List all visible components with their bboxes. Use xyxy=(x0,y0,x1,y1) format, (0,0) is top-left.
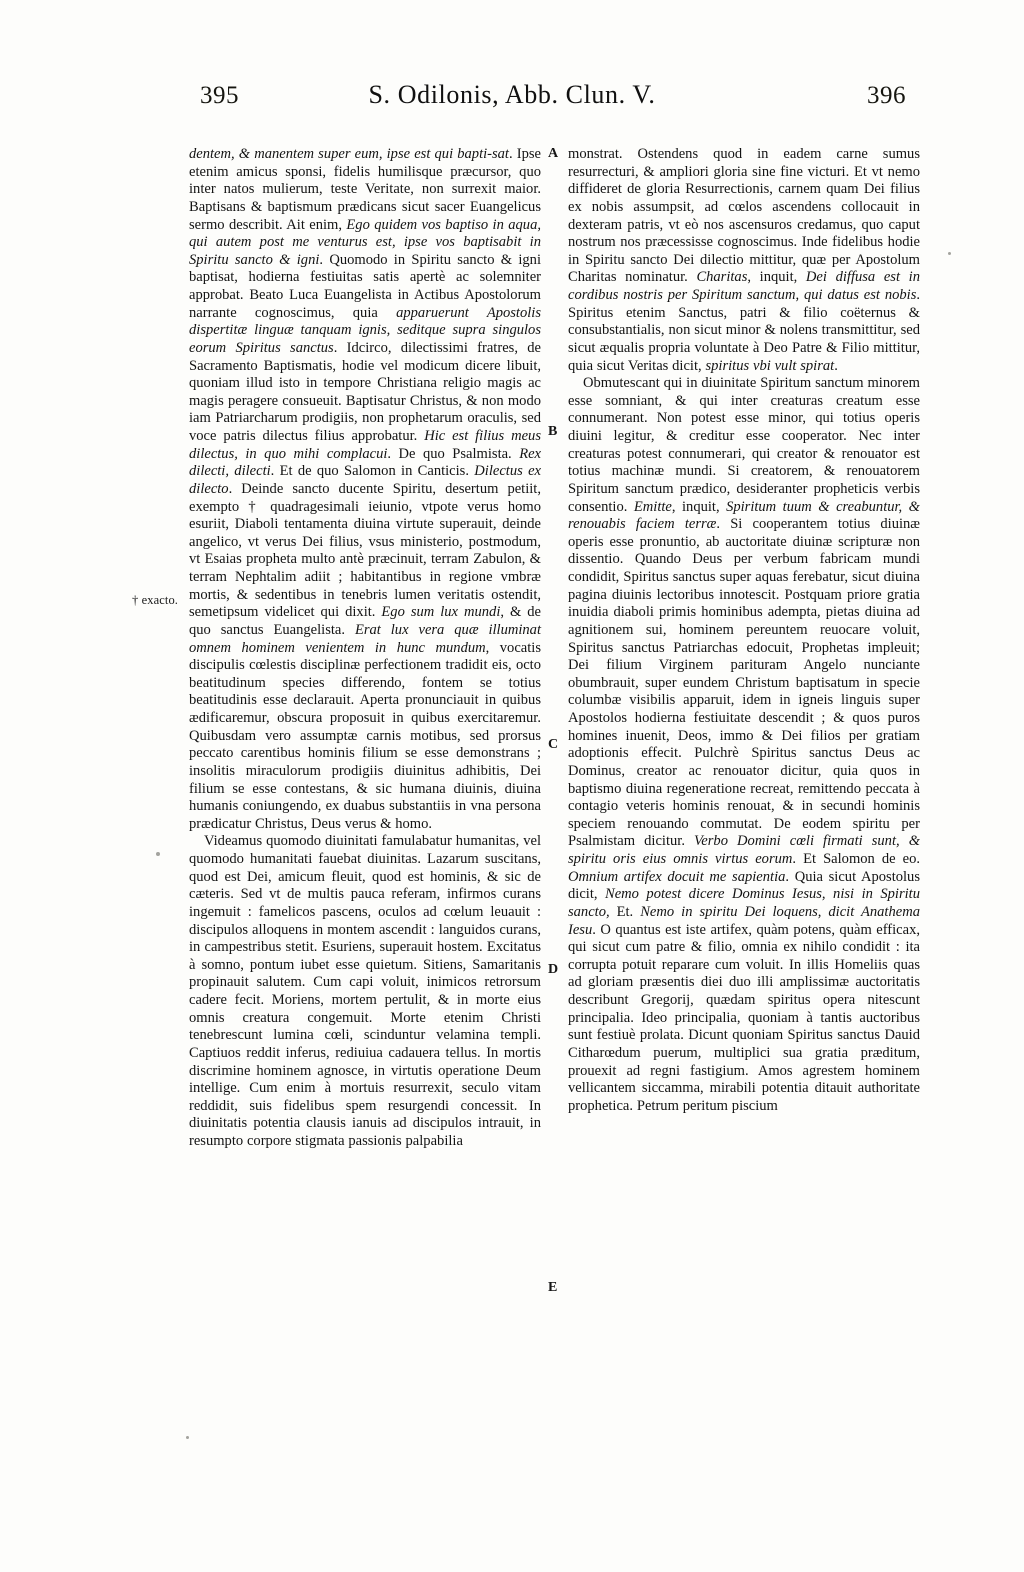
body-text: . Deinde sancto ducente Spiritu, desertum petiit, exempto † quadragesimali ieiunio, vtpote verus homo esuriit, Diaboli tentamenta diuina virtute superauit, deinde angelico, vt verus Dei filius, vsus ministerio, postmodum, vt Esaias propheta multo antè præcinuit, terram Zabulon, & terram Nephtalim adiit ; habitantibus in regione vmbræ mortis, & sedentibus in tenebris lumen veritatis ostendit, semetipsum videlicet qui dixit. xyxy=(189,480,541,621)
page-title: S. Odilonis, Abb. Clun. V. xyxy=(368,80,656,109)
body-text: . Idcirco, dilectissimi fratres, de Sacramento Baptismatis, hodie vel modicum dicere libuit, quoniam illud isto in tempore Christiana religio magis ac magis peragere consueuit. Baptisatur Christus, & non modo iam Patriarcharum prodigiis, non prophetarum oraculis, sed voce patris dilectus filius approbatur. xyxy=(189,339,541,444)
running-head xyxy=(0,82,1024,118)
quotation-text: Nemo potest dicere Dominus Iesus, nisi in Spiritu sancto, xyxy=(568,886,920,920)
body-text: . Quia sicut Apostolus dicit, xyxy=(568,868,920,903)
body-text: , & de quo sanctus Euangelista. xyxy=(189,604,541,638)
paragraph xyxy=(568,146,920,375)
paragraph xyxy=(189,146,541,833)
section-letter-b: B xyxy=(548,424,558,439)
section-letter-c: C xyxy=(548,737,559,752)
folio-number-right: 396 xyxy=(867,82,906,109)
quotation-text: Dei diffusa est in cordibus nostris per Spiritum sanctum, qui datus est nobis xyxy=(568,269,920,303)
body-text: . Ipse etenim amicus sponsi, fidelis humilisque præcursor, quo inter natos mulierum, teste Veritate, non surrexit maior. Baptisans & baptismum prædicans sicut sacer Euangelicus sermo describit. Ait enim, xyxy=(189,146,541,233)
text-column-right xyxy=(568,146,920,1115)
quotation-text: Ego quidem vos baptiso in aqua, qui autem post me venturus est, ipse vos baptisabit in Spiritu sancto & igni xyxy=(189,216,541,268)
quotation-text: apparuerunt Apostolis dispertitæ linguæ tanquam ignis, seditque supra singulos eorum Spiritus sanctus xyxy=(189,304,541,356)
section-letter-d: D xyxy=(548,962,559,977)
body-text: Et. xyxy=(609,903,641,920)
body-text: Videamus quomodo diuinitati famulabatur humanitas, vel quomodo humanitati fauebat diuinitas. Lazarum suscitans, quod est Dei, amicum fleuit, quod est hominis, & sic de cæteris. Sed vt de multis pauca referam, infirmos curans ingemuit : famelicos pascens, oculos ad cœlum leuauit : discipulos alloquens in montem ascendit : languidos curans, in campestribus stetit. Esuriens, superauit hostem. Excitatus à somno, pontum iubet esse quietum. Sitiens, Samaritanis propinauit salutem. Cum capi voluit, inimicos retrorsum cadere fecit. Moriens, mortem pertulit, & in morte eius omnis creatura congemuit. Morte etenim Christi tenebrescunt lumina cœli, scinduntur velamina templi. Captiuos reddit inferus, rediuiua cadauera tellus. In mortis discrimine hominem agnosce, in virtutis operatione Deum intellige. Cum enim à mortuis resurrexit, seculo vitam reddidit, suis fidelibus spem resurgendi concessit. In diuinitatis potentia clausis ianuis ad discipulos intrauit, in resumpto corpore stigmata passionis palpabilia xyxy=(189,833,541,1149)
quotation-text: Ego sum lux mundi xyxy=(381,604,501,621)
quotation-text: Erat lux vera quæ illuminat omnem hominem venientem in hunc mundum xyxy=(189,621,541,656)
body-text: . De quo Psalmista. xyxy=(387,445,520,462)
scan-speck xyxy=(948,252,951,255)
marginal-note: † exacto. xyxy=(132,593,179,607)
section-letter-a: A xyxy=(548,146,559,161)
quotation-text: Omnium artifex docuit me sapientia xyxy=(568,868,786,885)
quotation-text: Hic est filius meus dilectus, in quo mihi complacui xyxy=(189,428,541,462)
body-text: , inquit, xyxy=(671,498,727,515)
quotation-text: Rex dilecti, dilecti xyxy=(189,445,541,480)
quotation-text: Dilectus ex dilecto xyxy=(189,463,541,497)
quotation-text: Emitte xyxy=(633,498,672,515)
text-column-left xyxy=(189,146,541,1151)
section-letter-e: E xyxy=(548,1280,558,1295)
body-text: Obmutescant qui in diuinitate Spiritum sanctum minorem esse somniant, & qui inter creaturas creatum esse connumerant. Non potest esse minor, qui totius operis diuini legitur, & creditur esse cooperator. Nec inter creaturas potest connumerari, qui creator & renouator est totius machinæ mundi. Si creatorem, & renouatorem Spiritum sanctum prædico, desideranter propheticis verbis consentio. xyxy=(568,375,920,515)
quotation-text: Nemo in spiritu Dei loquens, dicit Anathema Iesu xyxy=(568,903,920,938)
paragraph xyxy=(189,833,541,1150)
body-text: monstrat. Ostendens quod in eadem carne sumus resurrecturi, & ampliori gloria sine fine victuri. Et vt nemo diffideret de gloria Resurrectionis, carnem quam Dei filius ex nobis assumpsit, ad cœlos ascendens collocauit in dexteram patris, vt eò nos ascensuros credamus, quo caput nostrum nos præcessisse cognoscimus. Inde fidelibus hodie in Spiritu sancto Dei dilectio mittitur, quæ per Apostolum Charitas nominatur. xyxy=(568,146,920,286)
body-text: . O quantus est iste artifex, quàm potens, quàm efficax, qui sicut cum patre & filio, omnia ex nihilo condidit : ita corrupta potuit reparare cum voluit. In illis Homeliis quas ad gloriam præsentis diei duo illi amplissimæ auctoritatis describunt Gregorij, quædam spiritus opera nitescunt principalia. Ideo principalia, quoniam à tantis auctoribus sunt festiuè prolata. Dicunt quoniam Spiritus sanctus Dauid Citharœdum puerum, multiplici sua gratia præditum, prouexit ad regni fastigium. Amos agrestem hominem vellicantem siccamma, mirabili potentia ditauit authoritate prophetica. Petrum peritum piscium xyxy=(568,921,920,1114)
scan-speck xyxy=(156,852,160,856)
body-text: , vocatis discipulis cœlestis disciplinæ perfectionem tradidit eis, octo beatitudinum species differendo, fontem se totius beatitudinis esse declarauit. Aperta pronunciauit in quibus ædificaremur, obscura proposuit in quibus exercitaremur. Quibusdam vero assumptæ carnis motibus, sed prorsus peccato carentibus hominis filium se esse demonstrans ; insolitis miraculorum prodigiis diuinitus adhibitis, Dei filium se esse contestans, & sic humana diuinis, diuina humanis coniungendo, ex duabus substantiis in vna persona prædicatur Christus, Deus verus & homo. xyxy=(189,639,541,832)
body-text: . Quomodo in Spiritu sancto & igni baptisat, hodierna festiuitas satis apertè ac solemniter approbat. Beato Luca Euangelista in Actibus Apostolorum narrante cognoscimus, quia xyxy=(189,251,541,321)
quotation-text: Spiritum tuum & creabuntur, & renouabis faciem terræ xyxy=(568,498,920,533)
body-text: . xyxy=(834,357,838,374)
folio-number-left: 395 xyxy=(200,82,239,109)
quotation-text: dentem, & manentem super eum, ipse est qui bapti-sat xyxy=(189,146,509,162)
body-text: . Et Salomon de eo. xyxy=(792,851,921,867)
quotation-text: spiritus vbi vult spirat xyxy=(705,357,835,374)
body-text: , inquit, xyxy=(747,269,806,286)
quotation-text: Charitas xyxy=(696,269,748,286)
body-text: . Et de quo Salomon in Canticis. xyxy=(270,463,475,480)
body-text: . Si cooperantem totius diuinæ operis esse pronuntio, ab auctoritate diuinæ scripturæ non dissentio. Quando Deus per verbum fabricam mundi condidit, Spiritus sanctus super aquas ferebatur, sicut diuina pagina diuinis lectoribus innotescit. Postquam priore gratia inuidia diaboli primis hominibus adempta, pietas diuina ad agnitionem sui, hominem pereuntem reuocare voluit, Spiritus sanctus Patriarchas edocuit, Prophetas impleuit; Dei filium Virginem parituram Angelo nunciante obumbrauit, super eundem Christum baptisatum in specie columbæ visibilis apparuit, idem in igneis linguis super Apostolos hodierna festiuitate descendit ; & quos puros homines inuenit, Deos, immo & Dei filios per gratiam adoptionis effecit. Pulchrè Spiritus sanctus Deus ac Dominus, creator ac renouator dicitur, quia quos in baptismo diuina regeneratione recreat, remittendo peccata à contagio veteris hominis renouat, & in secundi hominis speciem renouando commutat. De eodem spiritu per Psalmistam dicitur. xyxy=(568,516,920,850)
quotation-text: Verbo Domini cœli firmati sunt, & spiritu oris eius omnis virtus eorum xyxy=(568,833,921,867)
body-text: . Spiritus etenim Sanctus, patri & filio coëternus & consubstantialis, non sicut minor & nolens transmittitur, sed sicut æqualis propria voluntate à Deo Patre & Filio mittitur, quia sicut Veritas dicit, xyxy=(568,287,920,374)
scan-speck xyxy=(186,1436,189,1439)
paragraph xyxy=(568,375,920,1115)
